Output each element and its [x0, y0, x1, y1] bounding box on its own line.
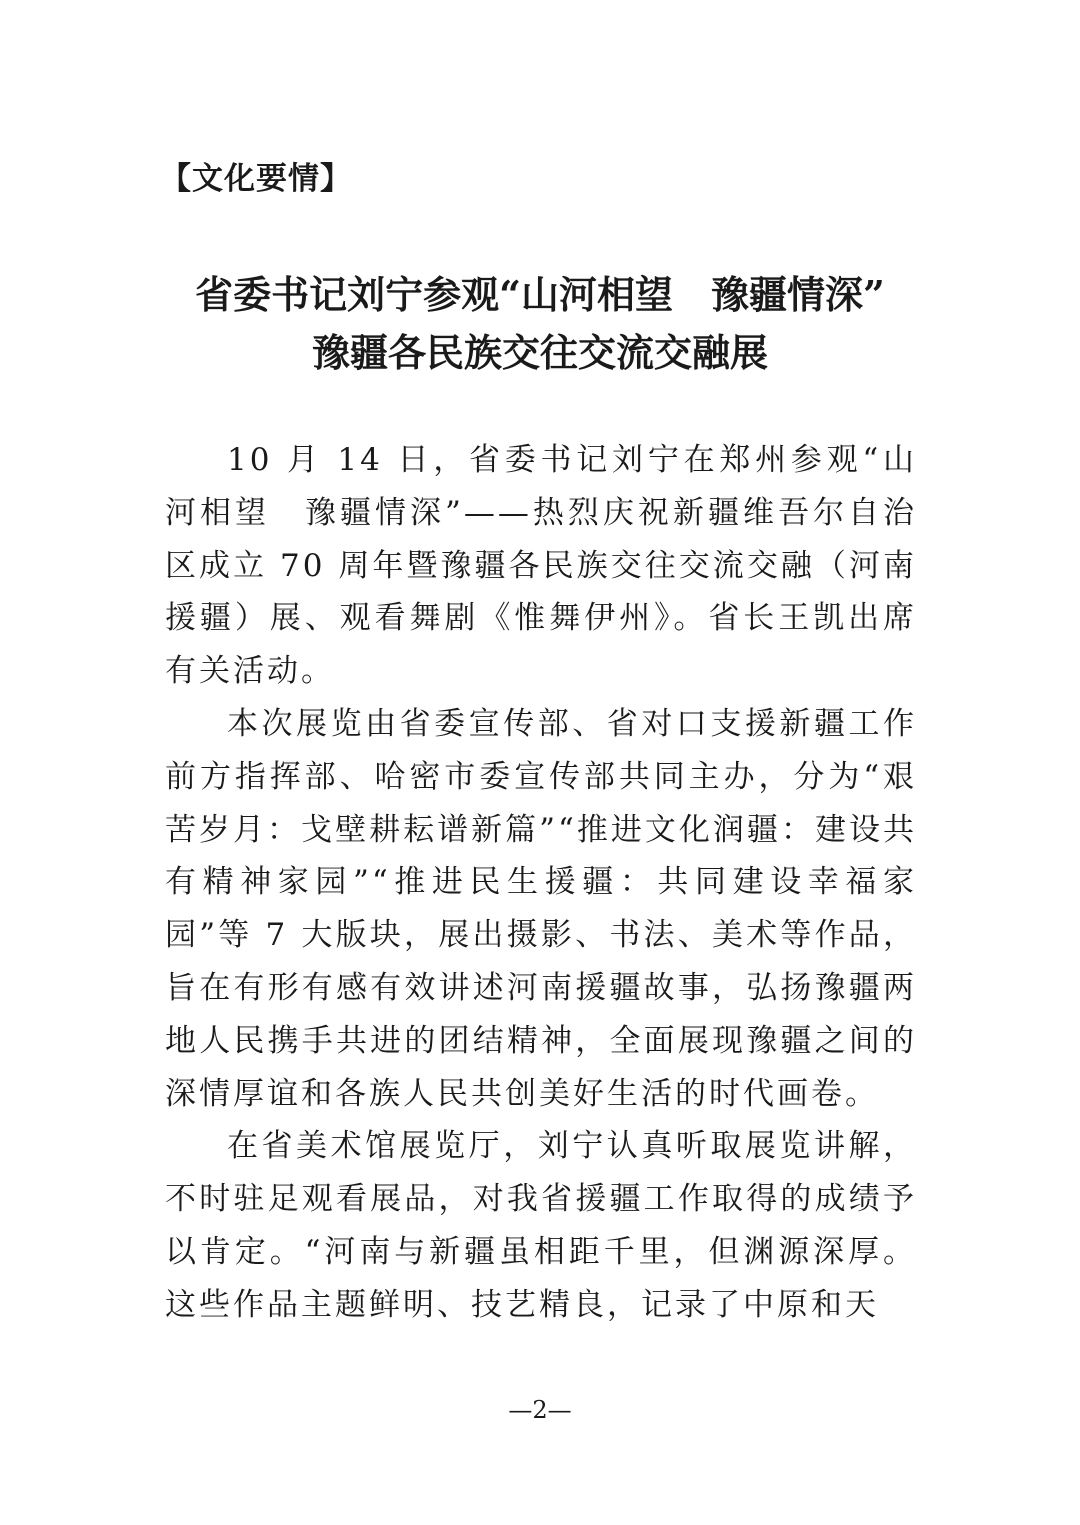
- paragraph-1: 10 月 14 日，省委书记刘宁在郑州参观“山河相望 豫疆情深”——热烈庆祝新疆维吾尔自治区成立 70 周年暨豫疆各民族交往交流交融（河南援疆）展、观看舞剧《惟舞伊州》。省长王凯出席有关活动。: [165, 442, 917, 690]
- paragraph-3: 在省美术馆展览厅，刘宁认真听取展览讲解，不时驻足观看展品，对我省援疆工作取得的成绩予以肯定。“河南与新疆虽相距千里，但渊源深厚。这些作品主题鲜明、技艺精良，记录了中原和天: [165, 1128, 917, 1323]
- paragraph-2: 本次展览由省委宣传部、省对口支援新疆工作前方指挥部、哈密市委宣传部共同主办，分为“艰苦岁月：戈壁耕耘谱新篇”“推进文化润疆：建设共有精神家园”“推进民生援疆：共同建设幸福家园”等 7 大版块，展出摄影、书法、美术等作品，旨在有形有感有效讲述河南援疆故事，弘扬豫疆两地人民携手共进的团结精神，全面展现豫疆之间的深情厚谊和各族人民共创美好生活的时代画卷。: [165, 705, 917, 1112]
- article-body: [165, 434, 917, 1332]
- page-number: —2—: [508, 1396, 572, 1424]
- article-title-line-2: 豫疆各民族交往交流交融展: [311, 330, 768, 375]
- section-tag: 【文化要情】: [160, 161, 352, 197]
- article-title-line-1: 省委书记刘宁参观“山河相望 豫疆情深”: [195, 272, 885, 317]
- article-title: [0, 266, 1080, 382]
